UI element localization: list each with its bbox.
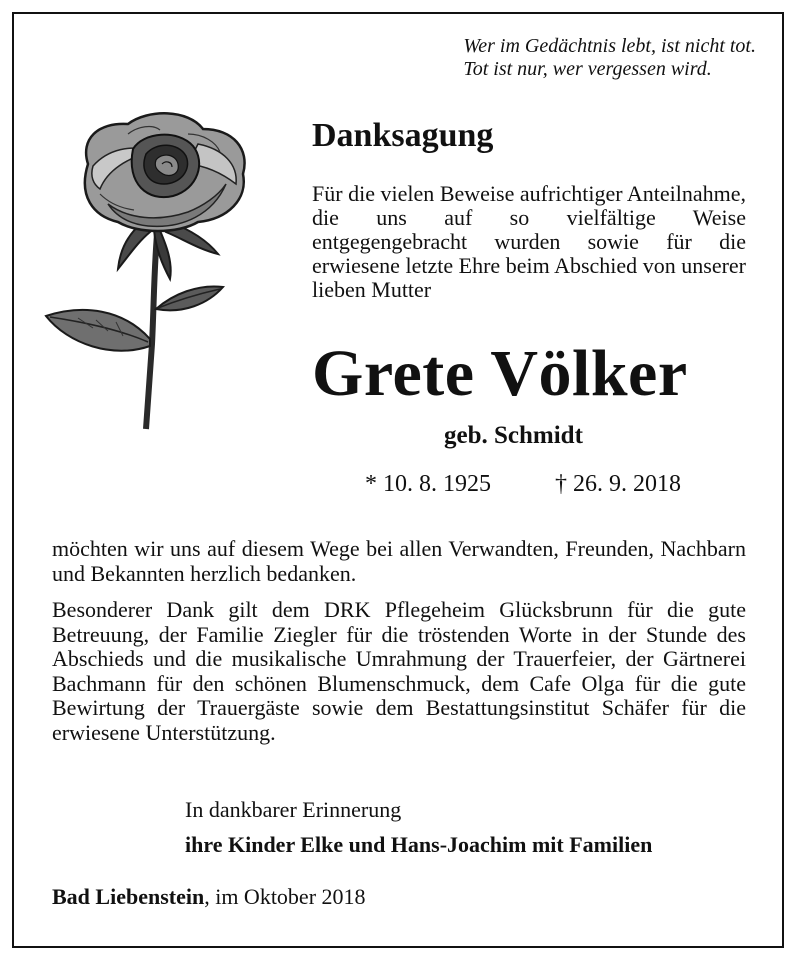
town-name: Bad Liebenstein xyxy=(52,884,205,909)
rose-icon xyxy=(38,104,253,434)
epigraph-quote xyxy=(463,35,756,81)
signers-line: ihre Kinder Elke und Hans-Joachim mit Familien xyxy=(185,832,653,857)
date-text: , im Oktober 2018 xyxy=(204,884,366,909)
intro-text: Für die vielen Beweise aufrichtiger Anteilnahme, die uns auf so vielfältige Weise entgegengebracht wurden sowie für die erwiesene letzte Ehre beim Abschied von unserer lieben Mutter xyxy=(312,181,746,302)
special-thanks-paragraph: Besonderer Dank gilt dem DRK Pflegeheim Glücksbrunn für die gute Betreuung, der Familie Ziegler für die tröstenden Worte in der Stunde des Abschieds und die musikalische Umrahmung der Trauerfeier, der Gärtnerei Bachmann für den schönen Blumenschmuck, dem Cafe Olga für die gute Bewirtung der Trauergäste sowie dem Bestattungsinstitut Schäfer für die erwiesene Unterstützung. xyxy=(52,597,746,745)
birth-date: * 10. 8. 1925 xyxy=(365,471,491,497)
heading-danksagung: Danksagung xyxy=(312,117,494,154)
place-date-line xyxy=(52,884,366,910)
quote-line-2: Tot ist nur, wer vergessen wird. xyxy=(463,58,712,80)
deceased-name: Grete Völker xyxy=(312,337,688,410)
thanks-paragraph: möchten wir uns auf diesem Wege bei allen Verwandten, Freunden, Nachbarn und Bekannten herzlich bedanken. xyxy=(52,536,746,586)
closing-line: In dankbarer Erinnerung xyxy=(185,797,402,822)
maiden-name: geb. Schmidt xyxy=(444,422,583,449)
death-date: † 26. 9. 2018 xyxy=(555,471,681,497)
quote-line-1: Wer im Gedächtnis lebt, ist nicht tot. xyxy=(463,35,756,57)
